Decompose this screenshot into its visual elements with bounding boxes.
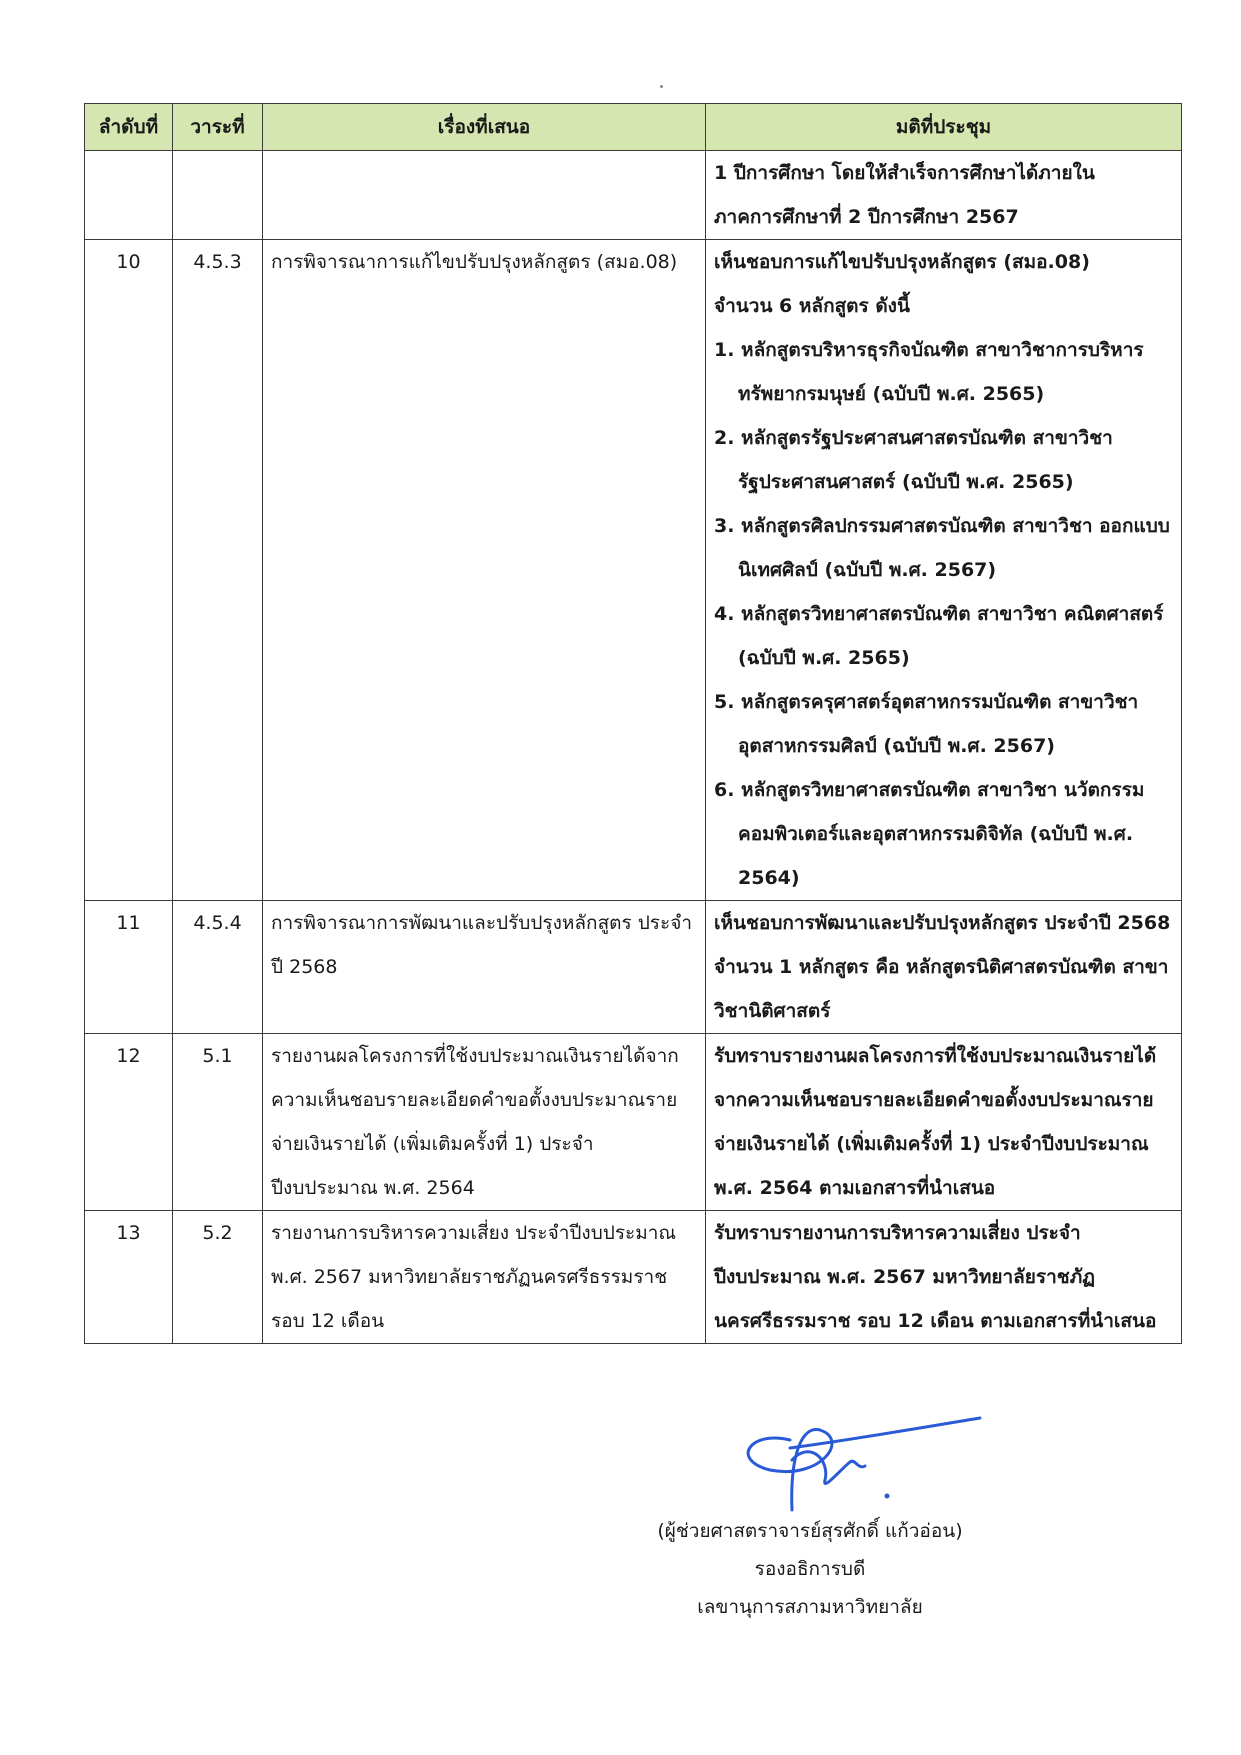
curriculum-item: 6. หลักสูตรวิทยาศาสตรบัณฑิต สาขาวิชา นวัตกรรมคอมพิวเตอร์และอุตสาหกรรมดิจิทัล (ฉบับปี พ.ศ. 2564) bbox=[714, 779, 1145, 889]
row-no bbox=[85, 151, 173, 240]
row-no: 10 bbox=[85, 240, 173, 901]
signatory-position: รองอธิการบดี bbox=[754, 1558, 866, 1580]
row-topic: รายงานการบริหารความเสี่ยง ประจำปีงบประมาณ พ.ศ. 2567 มหาวิทยาลัยราชภัฏนครศรีธรรมราช รอบ 12 เดือน bbox=[263, 1211, 706, 1344]
row-topic: การพิจารณาการพัฒนาและปรับปรุงหลักสูตร ประจำปี 2568 bbox=[263, 901, 706, 1034]
table-row bbox=[85, 1034, 1182, 1211]
row-topic: การพิจารณาการแก้ไขปรับปรุงหลักสูตร (สมอ.08) bbox=[263, 240, 706, 901]
resolution-line: เห็นชอบการแก้ไขปรับปรุงหลักสูตร (สมอ.08) bbox=[714, 251, 1090, 273]
curriculum-item: 5. หลักสูตรครุศาสตร์อุตสาหกรรมบัณฑิต สาขาวิชาอุตสาหกรรมศิลป์ (ฉบับปี พ.ศ. 2567) bbox=[714, 691, 1139, 757]
row-agenda: 5.2 bbox=[173, 1211, 263, 1344]
row-resolution: รับทราบรายงานผลโครงการที่ใช้งบประมาณเงินรายได้จากความเห็นชอบรายละเอียดคำขอตั้งงบประมาณรายจ่ายเงินรายได้ (เพิ่มเติมครั้งที่ 1) ประจำปีงบประมาณ พ.ศ. 2564 ตามเอกสารที่นำเสนอ bbox=[706, 1034, 1182, 1211]
row-resolution bbox=[706, 240, 1182, 901]
resolution-line: จำนวน 6 หลักสูตร ดังนี้ bbox=[714, 295, 910, 317]
row-no: 12 bbox=[85, 1034, 173, 1211]
header-agenda: วาระที่ bbox=[173, 104, 263, 151]
handwritten-signature bbox=[730, 1400, 990, 1520]
resolution-line: ภาคการศึกษาที่ 2 ปีการศึกษา 2567 bbox=[714, 206, 1019, 228]
signatory-role: เลขานุการสภามหาวิทยาลัย bbox=[697, 1596, 923, 1618]
header-topic: เรื่องที่เสนอ bbox=[263, 104, 706, 151]
row-resolution bbox=[706, 151, 1182, 240]
minutes-table bbox=[84, 103, 1182, 1344]
row-resolution: รับทราบรายงานการบริหารความเสี่ยง ประจำปีงบประมาณ พ.ศ. 2567 มหาวิทยาลัยราชภัฏนครศรีธรรมราช รอบ 12 เดือน ตามเอกสารที่นำเสนอ bbox=[706, 1211, 1182, 1344]
row-agenda: 4.5.3 bbox=[173, 240, 263, 901]
signatory-block bbox=[600, 1512, 1020, 1626]
table-row bbox=[85, 901, 1182, 1034]
curriculum-item: 4. หลักสูตรวิทยาศาสตรบัณฑิต สาขาวิชา คณิตศาสตร์ (ฉบับปี พ.ศ. 2565) bbox=[714, 603, 1164, 669]
curriculum-item: 1. หลักสูตรบริหารธุรกิจบัณฑิต สาขาวิชาการบริหาร ทรัพยากรมนุษย์ (ฉบับปี พ.ศ. 2565) bbox=[714, 339, 1144, 405]
row-no: 13 bbox=[85, 1211, 173, 1344]
row-topic: รายงานผลโครงการที่ใช้งบประมาณเงินรายได้จากความเห็นชอบรายละเอียดคำขอตั้งงบประมาณรายจ่ายเงินรายได้ (เพิ่มเติมครั้งที่ 1) ประจำปีงบประมาณ พ.ศ. 2564 bbox=[263, 1034, 706, 1211]
table-row bbox=[85, 1211, 1182, 1344]
table-row bbox=[85, 151, 1182, 240]
curriculum-item: 2. หลักสูตรรัฐประศาสนศาสตรบัณฑิต สาขาวิชา รัฐประศาสนศาสตร์ (ฉบับปี พ.ศ. 2565) bbox=[714, 427, 1113, 493]
scan-speck bbox=[660, 85, 663, 88]
curriculum-item: 3. หลักสูตรศิลปกรรมศาสตรบัณฑิต สาขาวิชา ออกแบบนิเทศศิลป์ (ฉบับปี พ.ศ. 2567) bbox=[714, 515, 1170, 581]
row-agenda: 5.1 bbox=[173, 1034, 263, 1211]
header-resolution: มติที่ประชุม bbox=[706, 104, 1182, 151]
row-resolution: เห็นชอบการพัฒนาและปรับปรุงหลักสูตร ประจำปี 2568 จำนวน 1 หลักสูตร คือ หลักสูตรนิติศาสตรบัณฑิต สาขาวิชานิติศาสตร์ bbox=[706, 901, 1182, 1034]
row-topic bbox=[263, 151, 706, 240]
table-row bbox=[85, 240, 1182, 901]
signatory-name: (ผู้ช่วยศาสตราจารย์สุรศักดิ์ แก้วอ่อน) bbox=[657, 1520, 963, 1542]
resolution-line: 1 ปีการศึกษา โดยให้สำเร็จการศึกษาได้ภายใน bbox=[714, 162, 1095, 184]
header-no: ลำดับที่ bbox=[85, 104, 173, 151]
row-no: 11 bbox=[85, 901, 173, 1034]
row-agenda bbox=[173, 151, 263, 240]
row-agenda: 4.5.4 bbox=[173, 901, 263, 1034]
table-header-row bbox=[85, 104, 1182, 151]
